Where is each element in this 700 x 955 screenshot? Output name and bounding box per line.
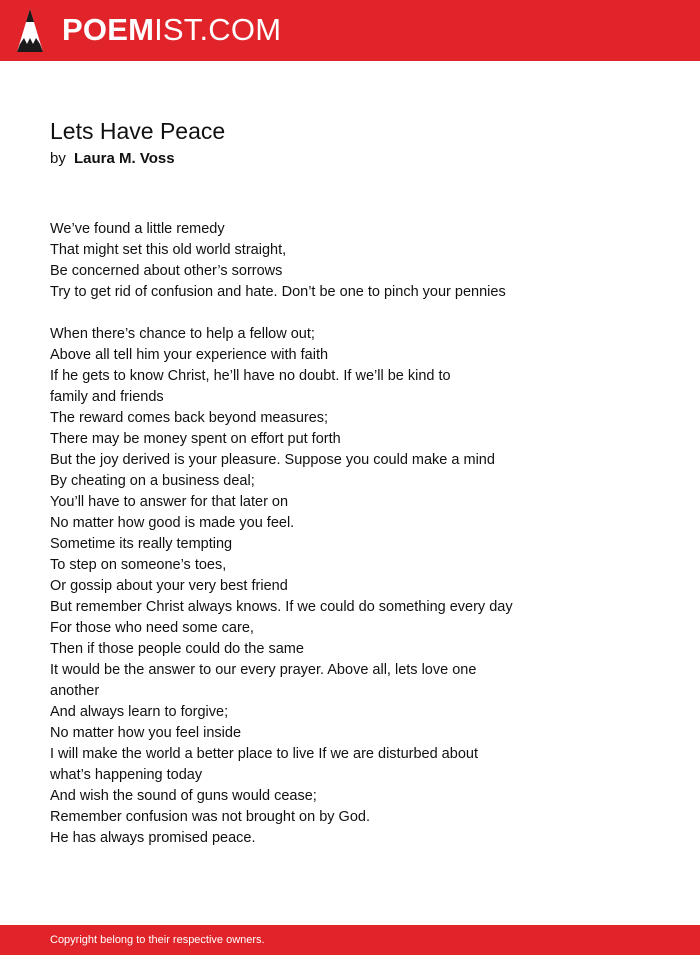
by-label: by [50, 150, 66, 167]
poem-line: No matter how good is made you feel. [50, 515, 295, 531]
poem-title: Lets Have Peace [50, 118, 226, 144]
brand-bold: POEM [62, 12, 155, 47]
poem-line: There may be money spent on effort put forth [50, 431, 341, 447]
poem-line: Remember confusion was not brought on by God. [50, 809, 370, 825]
pencil-tip-icon[interactable] [17, 9, 43, 52]
poem-line: Try to get rid of confusion and hate. Don’t be one to pinch your pennies [50, 284, 506, 300]
poem-body [50, 219, 570, 870]
poem-line: And always learn to forgive; [50, 704, 229, 720]
site-logo-text[interactable] [62, 12, 281, 48]
poem-line: For those who need some care, [50, 620, 254, 636]
site-header [0, 0, 700, 61]
poem-line: family and friends [50, 389, 164, 405]
poem-line: By cheating on a business deal; [50, 473, 255, 489]
byline [50, 149, 175, 169]
poem-line: It would be the answer to our every prayer. Above all, lets love one [50, 662, 477, 678]
poem-line: Or gossip about your very best friend [50, 578, 288, 594]
poem-line: That might set this old world straight, [50, 242, 287, 258]
brand-light: IST.COM [154, 12, 282, 47]
poem-line: But remember Christ always knows. If we could do something every day [50, 599, 513, 615]
poem-line: Then if those people could do the same [50, 641, 304, 657]
poem-line: You’ll have to answer for that later on [50, 494, 289, 510]
poem-line: But the joy derived is your pleasure. Suppose you could make a mind [50, 452, 495, 468]
poem-line: Above all tell him your experience with faith [50, 347, 329, 363]
poem-line: Sometime its really tempting [50, 536, 233, 552]
copyright-text: Copyright belong to their respective owners. [50, 934, 265, 946]
poem-line: We’ve found a little remedy [50, 221, 225, 237]
poem-stanza [50, 219, 570, 303]
poem-line: The reward comes back beyond measures; [50, 410, 329, 426]
poem-line: If he gets to know Christ, he’ll have no doubt. If we’ll be kind to [50, 368, 451, 384]
author-name: Laura M. Voss [74, 150, 175, 167]
poem-line: I will make the world a better place to live If we are disturbed about [50, 746, 478, 762]
poem-stanza [50, 324, 570, 849]
poem-line: To step on someone’s toes, [50, 557, 227, 573]
poem-line: When there’s chance to help a fellow out; [50, 326, 315, 342]
poem-line: another [50, 683, 100, 699]
poem-line: Be concerned about other’s sorrows [50, 263, 283, 279]
poem-line: No matter how you feel inside [50, 725, 242, 741]
poem-line: And wish the sound of guns would cease; [50, 788, 317, 804]
site-footer [0, 925, 700, 955]
poem-line: He has always promised peace. [50, 830, 256, 846]
poem-line: what’s happening today [50, 767, 203, 783]
